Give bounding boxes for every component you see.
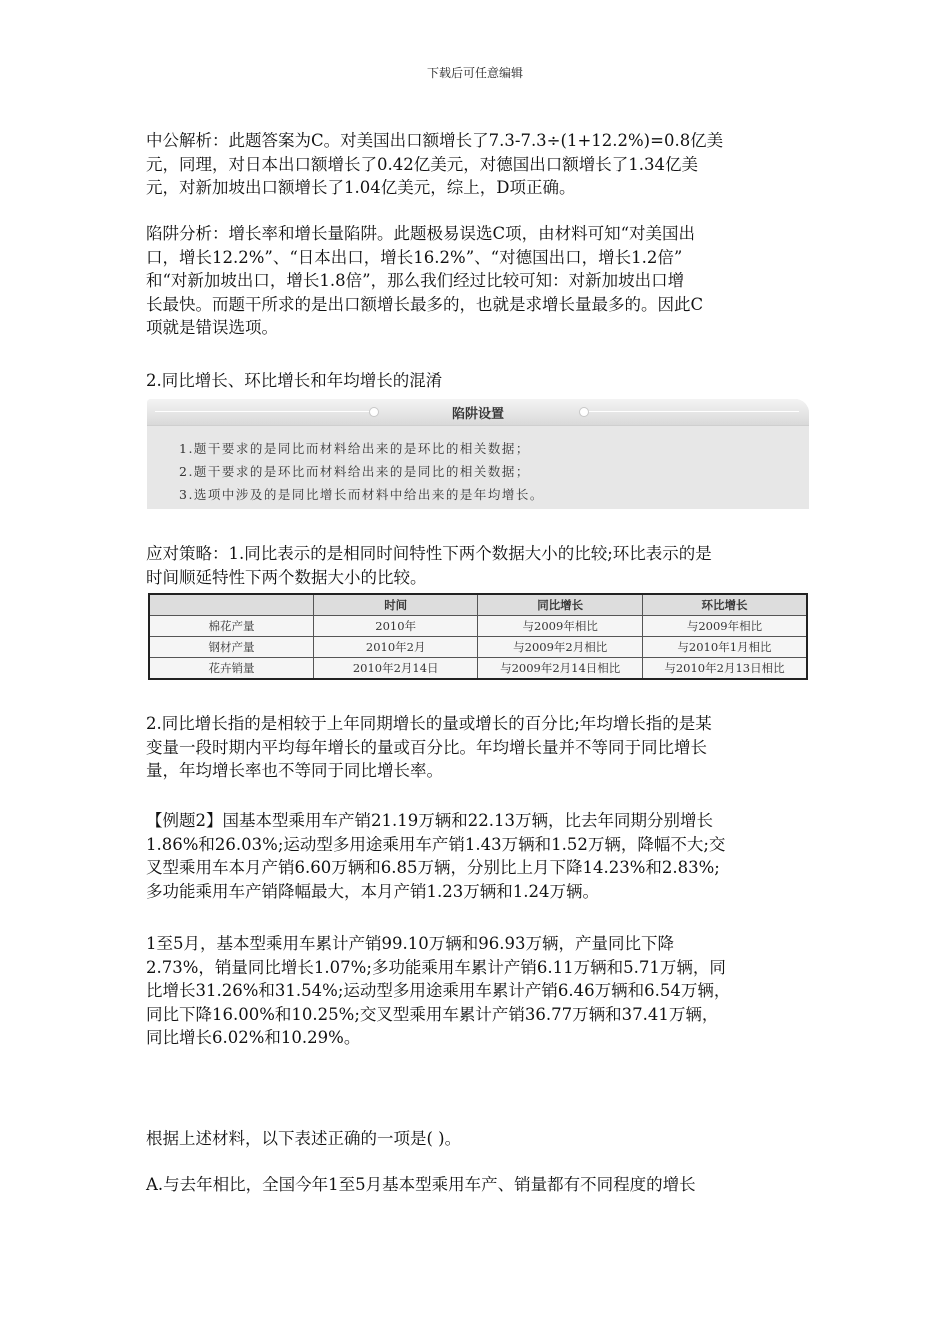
comparison-table	[148, 593, 808, 680]
header-note: 下载后可任意编辑	[426, 66, 523, 80]
table-cell: 与2009年2月相比	[478, 637, 643, 658]
table-header-cell: 同比增长	[478, 594, 643, 616]
section-heading: 2.同比增长、环比增长和年均增长的混淆	[146, 371, 443, 390]
data-paragraph: 1至5月，基本型乘用车累计产销99.10万辆和96.93万辆，产量同比下降 2.73%，销量同比增长1.07%;多功能乘用车累计产销6.11万辆和5.71万辆，同 比增长31.26%和31.54%;运动型多用途乘用车累计产销6.46万辆和6.54万辆， 同比下降16.00%和10.25%;交叉型乘用车累计产销36.77万辆和37.41万辆， 同比增长6.02%和10.29%。	[146, 934, 731, 1047]
table-cell: 与2009年相比	[642, 616, 807, 637]
table-header-cell	[149, 594, 313, 616]
definition-paragraph: 2.同比增长指的是相较于上年同期增长的量或增长的百分比;年均增长指的是某 变量一段时期内平均每年增长的量或百分比。年均增长量并不等同于同比增长 量，年均增长率也不等同于同比增长率。	[146, 714, 712, 780]
table-cell: 棉花产量	[149, 616, 313, 637]
analysis-paragraph: 中公解析：此题答案为C。对美国出口额增长了7.3-7.3÷(1+12.2%)=0.8亿美 元，同理，对日本出口额增长了0.42亿美元，对德国出口额增长了1.34亿美 元，对新加坡出口额增长了1.04亿美元，综上，D项正确。	[146, 131, 724, 197]
question-paragraph: 根据上述材料，以下表述正确的一项是( )。	[146, 1129, 462, 1148]
trap-item: 2.题干要求的是环比而材料给出来的是同比的相关数据；	[179, 464, 530, 479]
table-cell: 2010年2月	[313, 637, 478, 658]
table-cell: 与2010年2月13日相比	[642, 658, 807, 680]
trap-item: 1.题干要求的是同比而材料给出来的是环比的相关数据；	[179, 441, 530, 456]
table-row	[149, 637, 807, 658]
table-header-cell: 环比增长	[642, 594, 807, 616]
table-cell: 2010年2月14日	[313, 658, 478, 680]
trap-settings-title: 陷阱设置	[451, 407, 504, 422]
table-header-cell: 时间	[313, 594, 478, 616]
strategy-paragraph: 应对策略：1.同比表示的是相同时间特性下两个数据大小的比较;环比表示的是 时间顺延特性下两个数据大小的比较。	[146, 544, 712, 587]
table-cell: 与2009年相比	[478, 616, 643, 637]
table-cell: 花卉销量	[149, 658, 313, 680]
trap-analysis-paragraph: 陷阱分析：增长率和增长量陷阱。此题极易误选C项，由材料可知“对美国出 口，增长12.2%”、“日本出口，增长16.2%”、“对德国出口，增长1.2倍” 和“对新加坡出口，增长1.8倍”，那么我们经过比较可知：对新加坡出口增 长最快。而题干所求的是出口额增长最多的，也就是求增长量最多的。因此C 项就是错误选项。	[146, 224, 704, 337]
example-paragraph: 【例题2】国基本型乘用车产销21.19万辆和22.13万辆，比去年同期分别增长 1.86%和26.03%;运动型多用途乘用车产销1.43万辆和1.52万辆，降幅不大;交 叉型乘用车本月产销6.60万辆和6.85万辆，分别比上月下降14.23%和2.83%; 多功能乘用车产销降幅最大，本月产销1.23万辆和1.24万辆。	[146, 811, 726, 901]
trap-settings-header	[147, 399, 809, 426]
table-cell: 与2010年1月相比	[642, 637, 807, 658]
table-header-row	[149, 594, 807, 616]
table-row	[149, 658, 807, 680]
trap-settings-box	[147, 399, 809, 509]
table-cell: 与2009年2月14日相比	[478, 658, 643, 680]
table-cell: 钢材产量	[149, 637, 313, 658]
table-cell: 2010年	[313, 616, 478, 637]
option-a: A.与去年相比，全国今年1至5月基本型乘用车产、销量都有不同程度的增长	[146, 1175, 696, 1194]
trap-item: 3.选项中涉及的是同比增长而材料中给出来的是年均增长。	[179, 487, 544, 502]
table-row	[149, 616, 807, 637]
